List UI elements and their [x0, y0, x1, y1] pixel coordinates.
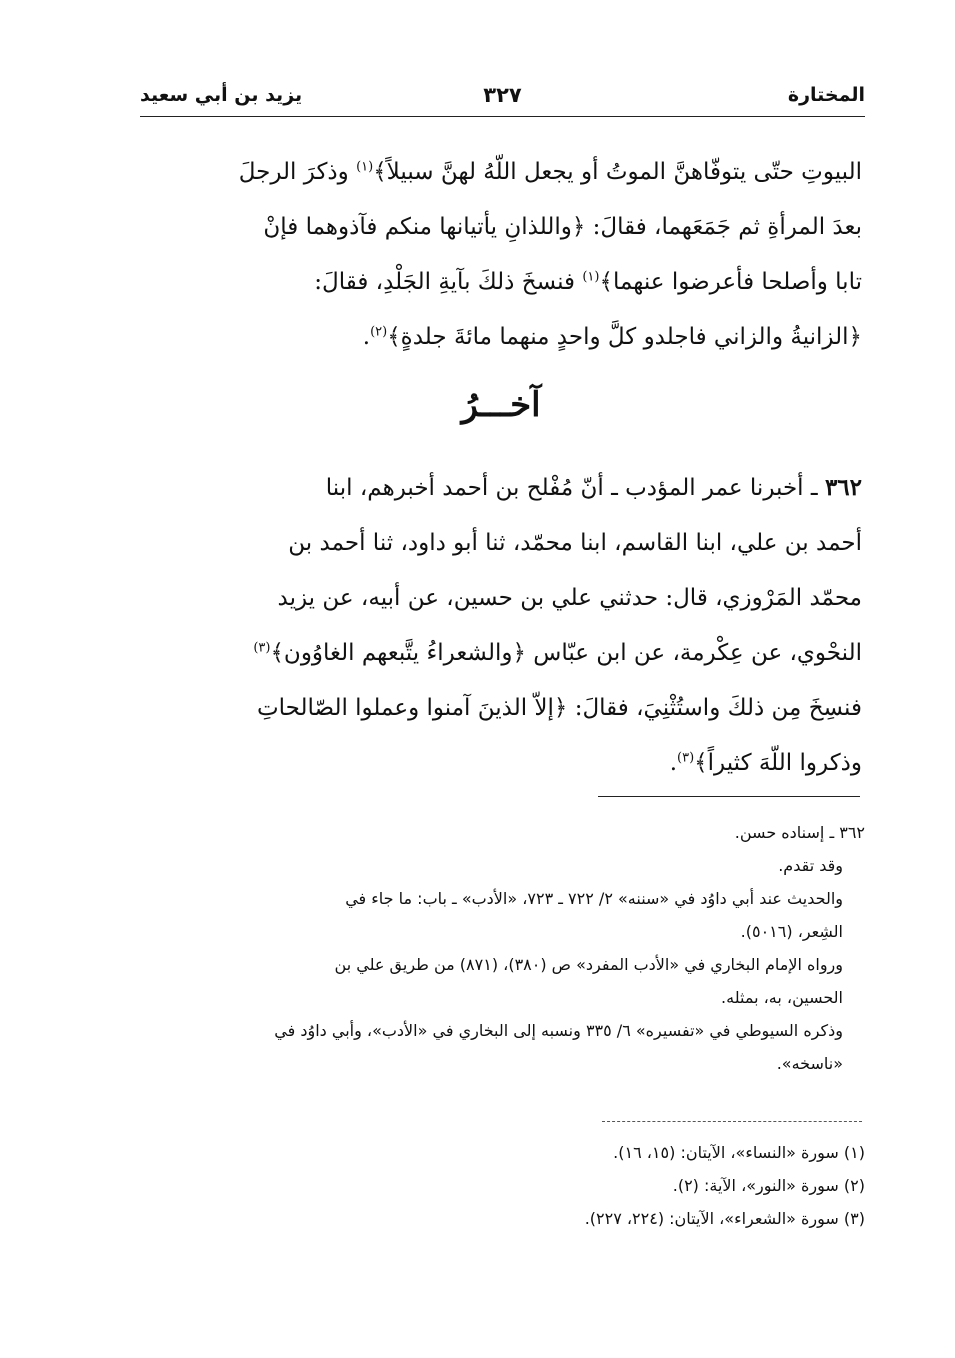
dashed-rule: [602, 1121, 862, 1122]
footnote-rule: [598, 796, 860, 797]
footnote-ref: (٢): [370, 324, 388, 340]
text-line: محمّد المَرْوزي، قال: حدثني علي بن حسين، عن أبيه، عن يزيد: [277, 585, 862, 611]
header-chapter-title: يزيد بن أبي سعيد: [140, 84, 303, 106]
text-line: النحْوي، عن عِكْرمة، عن ابن عبّاس ﴿والشعراءُ يتَّبعهم الغاوُون﴾$^{(٣)}$: [253, 640, 862, 666]
commentary-notes: [140, 816, 865, 1080]
reference-line: (٢) سورة «النور»، الآية: (٢).: [672, 1176, 865, 1195]
hadith-paragraph: [140, 460, 862, 791]
hadith-number: ٣٦٢: [824, 474, 862, 501]
header-rule: [140, 116, 865, 117]
note-line: وقد تقدم.: [778, 856, 843, 875]
footnote-ref: (١): [356, 159, 374, 175]
note-line: والحديث عند أبي داوُد في «سننه» ٢/ ٧٢٢ ـ ٧٢٣، «الأدب» ـ باب: ما جاء في: [345, 889, 843, 908]
quran-references: [140, 1136, 865, 1235]
footnote-ref: (٣): [253, 640, 271, 656]
text-line: بعدَ المرأةِ ثم جَمَعَهما، فقالَ: ﴿واللذانِ يأتيانها منكم فآذوهما فإنْ: [263, 214, 862, 240]
note-line: الشِعر، (٥٠١٦).: [740, 922, 843, 941]
section-heading: آخـــرُ: [461, 385, 541, 425]
note-line: «ناسخه».: [776, 1054, 843, 1073]
reference-line: (٣) سورة «الشعراء»، الآيتان: (٢٢٤، ٢٢٧).: [584, 1209, 865, 1228]
text-line: تابا وأصلحا فأعرضوا عنهما﴾$^{(١)}$ فنسخَ ذلكَ بآيةِ الجَلْدِ، فقالَ:: [314, 269, 862, 295]
note-line: وذكره السيوطي في «تفسيره» ٦/ ٣٣٥ ونسبه إلى البخاري في «الأدب»، وأبي داوُد في: [274, 1021, 843, 1040]
footnote-ref: (٣): [677, 750, 695, 766]
note-line: الحسين، به، بمثله.: [721, 988, 843, 1007]
paragraph-continuation: [140, 145, 862, 365]
text-line: ﴿الزانيةُ والزاني فاجلدو كلَّ واحدٍ منهما مائةَ جلدةٍ﴾$^{(٢)}$.: [362, 324, 862, 350]
note-line: ورواه الإمام البخاري في «الأدب المفرد» ص (٣٨٠)، (٨٧١) من طريق علي بن: [334, 955, 843, 974]
note-line: ٣٦٢ ـ إسناده حسن.: [734, 823, 865, 842]
reference-line: (١) سورة «النساء»، الآيتان: (١٥، ١٦).: [613, 1143, 865, 1162]
text-line: أحمد بن علي، ابنا القاسم، ابنا محمّد، ثنا أبو داود، ثنا أحمد بن: [288, 530, 862, 556]
text-line: ٣٦٢ ـ أخبرنا عمر المؤدب ـ أنّ مُفْلح بن أحمد أخبرهم، ابنا: [325, 474, 862, 501]
header-book-title: المختارة: [787, 84, 865, 106]
text-line: فنسِخَ مِن ذلكَ واستُثْنِيَ، فقالَ: ﴿إلاّ الذينَ آمنوا وعملوا الصّالحاتِ: [256, 695, 862, 721]
running-header: [140, 78, 865, 112]
text-line: البيوتِ حتّى يتوفّاهنَّ الموتُ أو يجعل اللّهُ لهنَّ سبيلاً﴾$^{(١)}$ وذكرَ الرجلَ: [238, 159, 862, 185]
footnote-ref: (١): [582, 269, 600, 285]
text-line: وذكروا اللّهَ كثيراً﴾$^{(٣)}$.: [669, 750, 862, 776]
page-number: ٣٢٧: [483, 83, 522, 107]
